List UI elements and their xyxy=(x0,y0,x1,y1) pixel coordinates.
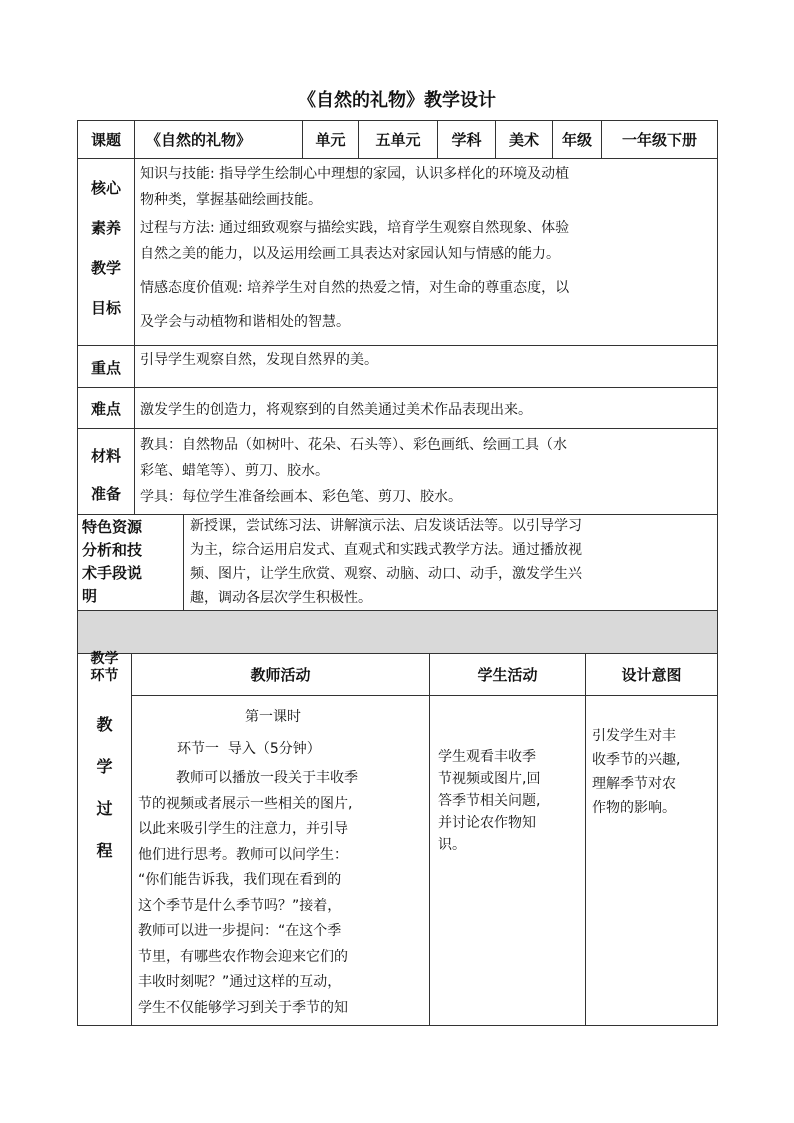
label-line: 环节 xyxy=(90,668,119,684)
gray-band xyxy=(77,610,717,653)
text-line: 及学会与动植物和谐相处的智慧。 xyxy=(140,314,350,330)
col-divider xyxy=(134,158,135,515)
text-line: 丰收时刻呢？”通过这样的互动， xyxy=(138,974,342,990)
text-line: 过程与方法: 通过细致观察与描绘实践，培育学生观察自然现象、体验 xyxy=(140,220,570,236)
text-line: 学具：每位学生准备绘画本、彩色笔、剪刀、胶水。 xyxy=(140,489,462,505)
text-line: 理解季节对农 xyxy=(592,776,676,792)
text-line: 知识与技能: 指导学生绘制心中理想的家园，认识多样化的环境及动植 xyxy=(140,166,570,182)
key-point-text: 引导学生观察自然，发现自然界的美。 xyxy=(140,352,378,368)
key-point-label: 重点 xyxy=(90,359,121,377)
label-line: 素养 xyxy=(90,219,121,237)
student-activity-header: 学生活动 xyxy=(477,666,538,684)
text-line: 频、图片，让学生欣赏、观察、动脑、动口、动手，激发学生兴 xyxy=(190,566,582,582)
course-label: 课题 xyxy=(90,131,121,149)
grade-label: 年级 xyxy=(561,131,592,149)
text-line: 情感态度价值观: 培养学生对自然的热爱之情，对生命的尊重态度，以 xyxy=(140,280,570,296)
process-stage-label xyxy=(78,704,131,872)
text-line: 学生不仅能够学习到关于季节的知 xyxy=(138,999,348,1016)
text-line: 答季节相关问题, xyxy=(438,793,541,809)
lesson-heading: 第一课时 xyxy=(245,709,301,725)
text-line: 引发学生对丰 xyxy=(592,728,676,744)
teacher-activity-header: 教师活动 xyxy=(250,666,311,684)
core-goals-text xyxy=(140,161,715,335)
design-intent-text xyxy=(592,724,716,820)
label-line: 分析和技 xyxy=(82,541,143,559)
core-goals-label xyxy=(78,168,134,328)
row-divider xyxy=(77,428,718,429)
text-line: 作物的影响。 xyxy=(592,800,676,816)
design-intent-header: 设计意图 xyxy=(621,666,682,684)
text-line: 收季节的兴趣, xyxy=(592,752,681,768)
table-border-top xyxy=(77,120,718,121)
table-border-bottom xyxy=(77,1025,718,1026)
section-heading: 环节一 导入（5分钟） xyxy=(177,741,321,757)
subject-value: 美术 xyxy=(508,131,539,149)
col-divider xyxy=(585,653,586,1026)
teacher-activity-text xyxy=(138,766,428,1021)
row-divider xyxy=(77,345,718,346)
row-divider xyxy=(77,387,718,388)
subject-label: 学科 xyxy=(451,131,482,149)
stage-char: 教 xyxy=(96,715,113,734)
difficulty-text: 激发学生的创造力，将观察到的自然美通过美术作品表现出来。 xyxy=(140,402,532,418)
text-line: 自然之美的能力，以及运用绘画工具表达对家园认知与情感的能力。 xyxy=(140,246,560,262)
document-title: 《自然的礼物》教学设计 xyxy=(298,90,496,111)
text-line: 新授课，尝试练习法、讲解演示法、启发谈话法等。以引导学习 xyxy=(190,518,582,534)
materials-label xyxy=(78,437,134,513)
col-divider xyxy=(183,514,184,611)
grade-value: 一年级下册 xyxy=(621,131,697,149)
resources-text xyxy=(190,514,715,610)
col-divider xyxy=(134,120,135,159)
difficulty-label: 难点 xyxy=(90,400,121,418)
text-line: 彩笔、蜡笔等）、剪刀、胶水。 xyxy=(140,463,329,479)
row-divider xyxy=(77,653,718,654)
label-line: 准备 xyxy=(90,485,121,503)
col-divider xyxy=(131,653,132,1026)
student-activity-text xyxy=(438,746,584,856)
text-line: 学生观看丰收季 xyxy=(438,749,536,765)
row-divider xyxy=(77,158,718,159)
text-line: 并讨论农作物知 xyxy=(438,815,536,831)
text-line: 教师可以播放一段关于丰收季 xyxy=(176,770,358,786)
label-line: 材料 xyxy=(90,447,121,465)
row-divider xyxy=(77,610,718,611)
label-line: 特色资源 xyxy=(82,518,143,536)
text-line: 教师可以进一步提问：“在这个季 xyxy=(138,923,342,939)
text-line: 节里，有哪些农作物会迎来它们的 xyxy=(138,948,348,965)
label-line: 教学 xyxy=(90,259,121,277)
label-line: 明 xyxy=(82,587,98,605)
materials-text xyxy=(140,432,715,510)
label-line: 教学 xyxy=(90,651,119,667)
course-value: 《自然的礼物》 xyxy=(146,131,252,149)
text-line: “你们能告诉我，我们现在看到的 xyxy=(138,872,342,888)
text-line: 为主，综合运用启发式、直观式和实践式教学方法。通过播放视 xyxy=(190,542,582,558)
col-divider xyxy=(429,653,430,1026)
text-line: 这个季节是什么季节吗？”接着， xyxy=(138,897,342,914)
resources-label xyxy=(82,516,182,608)
text-line: 识。 xyxy=(438,837,466,853)
label-line: 核心 xyxy=(90,179,121,197)
stage-char: 过 xyxy=(96,799,113,818)
text-line: 教具：自然物品（如树叶、花朵、石头等）、彩色画纸、绘画工具（水 xyxy=(140,437,567,453)
text-line: 趣，调动各层次学生积极性。 xyxy=(190,590,372,606)
label-line: 目标 xyxy=(90,299,121,317)
text-line: 他们进行思考。教师可以问学生： xyxy=(138,846,348,863)
stage-char: 学 xyxy=(96,757,113,776)
stage-header xyxy=(78,651,131,685)
unit-value: 五单元 xyxy=(375,131,421,149)
row-divider xyxy=(131,695,718,696)
text-line: 节视频或图片,回 xyxy=(438,771,541,787)
table-border-right xyxy=(717,120,718,1026)
text-line: 物种类，掌握基础绘画技能。 xyxy=(140,192,322,208)
stage-char: 程 xyxy=(96,841,113,860)
text-line: 节的视频或者展示一些相关的图片, xyxy=(138,795,353,812)
text-line: 以此来吸引学生的注意力，并引导 xyxy=(138,821,348,837)
unit-label: 单元 xyxy=(315,131,346,149)
label-line: 术手段说 xyxy=(82,564,143,582)
